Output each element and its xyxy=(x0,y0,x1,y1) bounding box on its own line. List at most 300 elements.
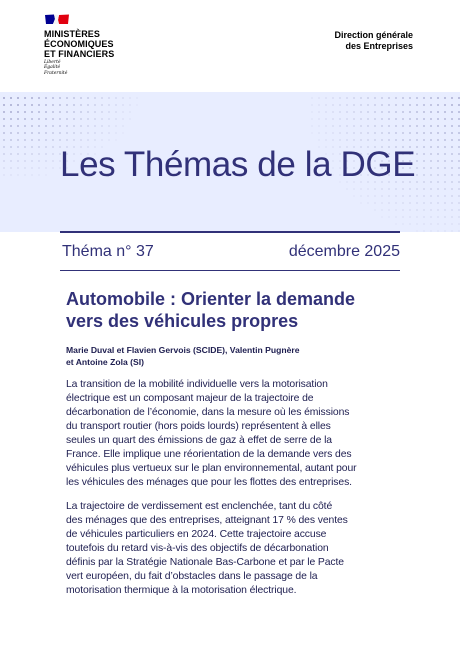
pattern-dot xyxy=(311,125,313,127)
pattern-dot xyxy=(423,139,425,141)
pattern-dot xyxy=(381,209,383,211)
pattern-dot xyxy=(444,223,446,225)
pattern-dot xyxy=(31,139,33,141)
pattern-dot xyxy=(360,118,362,120)
pattern-dot xyxy=(122,104,124,106)
pattern-dot xyxy=(31,167,33,169)
pattern-dot xyxy=(388,104,390,106)
pattern-dot xyxy=(136,97,138,99)
text-line: France. Elle implique une réorientation de la demande vers des xyxy=(66,449,352,460)
pattern-dot xyxy=(24,153,26,155)
pattern-dot xyxy=(381,202,383,204)
pattern-dot xyxy=(108,111,110,113)
pattern-dot xyxy=(38,132,40,134)
pattern-dot xyxy=(94,132,96,134)
pattern-dot xyxy=(360,132,362,134)
pattern-dot xyxy=(402,132,404,134)
pattern-dot xyxy=(444,188,446,190)
pattern-dot xyxy=(115,118,117,120)
text-line: définis par la Stratégie Nationale Bas-Carbone et par le Pacte xyxy=(66,557,344,568)
pattern-dot xyxy=(339,111,341,113)
pattern-dot xyxy=(395,139,397,141)
pattern-dot xyxy=(17,167,19,169)
pattern-dot xyxy=(423,181,425,183)
pattern-dot xyxy=(10,139,12,141)
pattern-dot xyxy=(38,146,40,148)
pattern-dot xyxy=(17,139,19,141)
pattern-dot xyxy=(80,97,82,99)
pattern-dot xyxy=(416,104,418,106)
pattern-dot xyxy=(444,111,446,113)
ministry-name xyxy=(44,29,114,59)
pattern-dot xyxy=(353,125,355,127)
pattern-dot xyxy=(353,111,355,113)
pattern-dot xyxy=(59,111,61,113)
pattern-dot xyxy=(311,104,313,106)
pattern-dot xyxy=(31,111,33,113)
pattern-dot xyxy=(360,125,362,127)
pattern-dot xyxy=(24,132,26,134)
pattern-dot xyxy=(325,97,327,99)
pattern-dot xyxy=(87,139,89,141)
pattern-dot xyxy=(360,202,362,204)
pattern-dot xyxy=(451,132,453,134)
pattern-dot xyxy=(10,97,12,99)
pattern-dot xyxy=(423,195,425,197)
pattern-dot xyxy=(381,97,383,99)
pattern-dot xyxy=(388,195,390,197)
pattern-dot xyxy=(59,118,61,120)
pattern-dot xyxy=(129,111,131,113)
pattern-dot xyxy=(395,111,397,113)
pattern-dot xyxy=(24,146,26,148)
pattern-dot xyxy=(10,174,12,176)
pattern-dot xyxy=(430,188,432,190)
pattern-dot xyxy=(395,223,397,225)
pattern-dot xyxy=(66,104,68,106)
pattern-dot xyxy=(122,125,124,127)
pattern-dot xyxy=(45,132,47,134)
pattern-dot xyxy=(73,111,75,113)
text-line: vert européen, du fait d’obstacles dans le passage de la xyxy=(66,571,318,582)
text-line: seules un quart des émissions de gaz à effet de serre de la xyxy=(66,435,332,446)
pattern-dot xyxy=(388,202,390,204)
pattern-dot xyxy=(45,139,47,141)
pattern-dot xyxy=(444,195,446,197)
pattern-dot xyxy=(451,139,453,141)
pattern-dot xyxy=(38,174,40,176)
text-line: décarbonation de l’économie, dans la mesure où les émissions xyxy=(66,407,350,418)
pattern-dot xyxy=(80,111,82,113)
pattern-dot xyxy=(388,97,390,99)
pattern-dot xyxy=(444,153,446,155)
pattern-dot xyxy=(402,139,404,141)
pattern-dot xyxy=(59,132,61,134)
pattern-dot xyxy=(3,174,5,176)
pattern-dot xyxy=(80,132,82,134)
ministry-line: ET FINANCIERS xyxy=(44,49,115,59)
pattern-dot xyxy=(437,174,439,176)
pattern-dot xyxy=(108,125,110,127)
pattern-dot xyxy=(423,174,425,176)
motto-line: Liberté xyxy=(44,60,61,65)
pattern-dot xyxy=(388,139,390,141)
pattern-dot xyxy=(52,146,54,148)
pattern-dot xyxy=(416,97,418,99)
pattern-dot xyxy=(339,97,341,99)
pattern-dot xyxy=(444,181,446,183)
pattern-dot xyxy=(73,125,75,127)
pattern-dot xyxy=(87,111,89,113)
pattern-dot xyxy=(437,195,439,197)
pattern-dot xyxy=(367,202,369,204)
pattern-dot xyxy=(108,97,110,99)
pattern-dot xyxy=(108,118,110,120)
pattern-dot xyxy=(24,97,26,99)
pattern-dot xyxy=(325,111,327,113)
pattern-dot xyxy=(3,111,5,113)
pattern-dot xyxy=(409,118,411,120)
pattern-dot xyxy=(108,132,110,134)
text-line: des ménages que des entreprises, atteignant 17 % des ventes xyxy=(66,515,348,526)
pattern-dot xyxy=(38,160,40,162)
pattern-dot xyxy=(451,153,453,155)
pattern-dot xyxy=(346,111,348,113)
pattern-dot xyxy=(374,111,376,113)
pattern-dot xyxy=(311,132,313,134)
pattern-dot xyxy=(122,97,124,99)
pattern-dot xyxy=(3,104,5,106)
pattern-dot xyxy=(409,195,411,197)
pattern-dot xyxy=(437,181,439,183)
pattern-dot xyxy=(339,132,341,134)
pattern-dot xyxy=(318,97,320,99)
pattern-dot xyxy=(66,125,68,127)
issue-number: Théma n° 37 xyxy=(62,243,154,260)
pattern-dot xyxy=(129,104,131,106)
pattern-dot xyxy=(318,125,320,127)
pattern-dot xyxy=(3,139,5,141)
pattern-dot xyxy=(402,195,404,197)
pattern-dot xyxy=(17,104,19,106)
pattern-dot xyxy=(416,125,418,127)
pattern-dot xyxy=(346,97,348,99)
pattern-dot xyxy=(10,167,12,169)
pattern-dot xyxy=(430,104,432,106)
pattern-dot xyxy=(451,174,453,176)
pattern-dot xyxy=(444,97,446,99)
pattern-dot xyxy=(381,125,383,127)
issue-date: décembre 2025 xyxy=(288,243,400,260)
pattern-dot xyxy=(430,160,432,162)
ministry-line: MINISTÈRES xyxy=(44,29,101,39)
pattern-dot xyxy=(94,97,96,99)
pattern-dot xyxy=(346,188,348,190)
pattern-dot xyxy=(381,132,383,134)
pattern-dot xyxy=(122,132,124,134)
pattern-dot xyxy=(423,223,425,225)
pattern-dot xyxy=(451,146,453,148)
pattern-dot xyxy=(451,181,453,183)
text-line: de véhicules particuliers en 2024. Cette trajectoire accuse xyxy=(66,529,327,540)
pattern-dot xyxy=(73,97,75,99)
pattern-dot xyxy=(10,132,12,134)
pattern-dot xyxy=(374,139,376,141)
pattern-dot xyxy=(101,104,103,106)
pattern-dot xyxy=(409,209,411,211)
pattern-dot xyxy=(430,111,432,113)
pattern-dot xyxy=(367,139,369,141)
pattern-dot xyxy=(3,167,5,169)
pattern-dot xyxy=(409,132,411,134)
pattern-dot xyxy=(437,97,439,99)
pattern-dot xyxy=(52,97,54,99)
pattern-dot xyxy=(3,132,5,134)
pattern-dot xyxy=(444,132,446,134)
authors-line: Marie Duval et Flavien Gervois (SCIDE), Valentin Pugnère xyxy=(66,345,300,355)
pattern-dot xyxy=(430,202,432,204)
pattern-dot xyxy=(437,209,439,211)
pattern-dot xyxy=(87,118,89,120)
pattern-dot xyxy=(451,111,453,113)
text-line: La transition de la mobilité individuelle vers la motorisation xyxy=(66,379,328,390)
pattern-dot xyxy=(402,223,404,225)
pattern-dot xyxy=(38,104,40,106)
pattern-dot xyxy=(346,125,348,127)
pattern-dot xyxy=(45,125,47,127)
pattern-dot xyxy=(430,146,432,148)
pattern-dot xyxy=(388,188,390,190)
pattern-dot xyxy=(318,111,320,113)
pattern-dot xyxy=(451,104,453,106)
pattern-dot xyxy=(31,125,33,127)
pattern-dot xyxy=(367,195,369,197)
pattern-dot xyxy=(395,216,397,218)
direction-name xyxy=(334,30,413,52)
pattern-dot xyxy=(24,118,26,120)
pattern-dot xyxy=(451,230,453,232)
pattern-dot xyxy=(52,153,54,155)
pattern-dot xyxy=(87,132,89,134)
pattern-dot xyxy=(437,111,439,113)
pattern-dot xyxy=(52,118,54,120)
pattern-dot xyxy=(94,139,96,141)
pattern-dot xyxy=(437,104,439,106)
pattern-dot xyxy=(423,209,425,211)
pattern-dot xyxy=(38,139,40,141)
pattern-dot xyxy=(52,160,54,162)
direction-line: Direction générale xyxy=(334,30,413,40)
pattern-dot xyxy=(444,209,446,211)
pattern-dot xyxy=(388,125,390,127)
pattern-dot xyxy=(416,118,418,120)
pattern-dot xyxy=(402,125,404,127)
pattern-dot xyxy=(59,104,61,106)
pattern-dot xyxy=(367,125,369,127)
pattern-dot xyxy=(430,195,432,197)
pattern-dot xyxy=(325,139,327,141)
pattern-dot xyxy=(101,118,103,120)
pattern-dot xyxy=(325,104,327,106)
ministry-line: ÉCONOMIQUES xyxy=(44,39,114,49)
pattern-dot xyxy=(416,111,418,113)
text-line: véhicules plus vertueux sur le plan environnemental, autant pour xyxy=(66,463,357,474)
pattern-dot xyxy=(423,160,425,162)
pattern-dot xyxy=(45,111,47,113)
pattern-dot xyxy=(360,104,362,106)
pattern-dot xyxy=(17,111,19,113)
pattern-dot xyxy=(416,216,418,218)
pattern-dot xyxy=(87,104,89,106)
pattern-dot xyxy=(346,118,348,120)
pattern-dot xyxy=(52,111,54,113)
pattern-dot xyxy=(332,132,334,134)
pattern-dot xyxy=(3,153,5,155)
pattern-dot xyxy=(451,216,453,218)
pattern-dot xyxy=(17,146,19,148)
pattern-dot xyxy=(136,104,138,106)
pattern-dot xyxy=(311,111,313,113)
pattern-dot xyxy=(332,118,334,120)
pattern-dot xyxy=(423,104,425,106)
pattern-dot xyxy=(423,153,425,155)
pattern-dot xyxy=(416,230,418,232)
pattern-dot xyxy=(73,139,75,141)
pattern-dot xyxy=(10,146,12,148)
pattern-dot xyxy=(24,111,26,113)
pattern-dot xyxy=(367,104,369,106)
pattern-dot xyxy=(115,132,117,134)
pattern-dot xyxy=(409,111,411,113)
pattern-dot xyxy=(24,174,26,176)
pattern-dot xyxy=(346,132,348,134)
pattern-dot xyxy=(430,153,432,155)
pattern-dot xyxy=(325,125,327,127)
pattern-dot xyxy=(94,118,96,120)
pattern-dot xyxy=(367,111,369,113)
pattern-dot xyxy=(381,118,383,120)
pattern-dot xyxy=(59,139,61,141)
pattern-dot xyxy=(402,209,404,211)
pattern-dot xyxy=(332,125,334,127)
pattern-dot xyxy=(24,160,26,162)
pattern-dot xyxy=(423,118,425,120)
pattern-dot xyxy=(17,160,19,162)
pattern-dot xyxy=(402,188,404,190)
pattern-dot xyxy=(38,153,40,155)
pattern-dot xyxy=(122,118,124,120)
pattern-dot xyxy=(374,195,376,197)
pattern-dot xyxy=(38,97,40,99)
pattern-dot xyxy=(430,139,432,141)
pattern-dot xyxy=(59,97,61,99)
pattern-dot xyxy=(31,97,33,99)
pattern-dot xyxy=(395,118,397,120)
pattern-dot xyxy=(45,118,47,120)
pattern-dot xyxy=(374,118,376,120)
pattern-dot xyxy=(31,160,33,162)
pattern-dot xyxy=(52,104,54,106)
pattern-dot xyxy=(409,125,411,127)
pattern-dot xyxy=(346,139,348,141)
pattern-dot xyxy=(409,216,411,218)
pattern-dot xyxy=(80,125,82,127)
pattern-dot xyxy=(24,139,26,141)
pattern-dot xyxy=(332,139,334,141)
pattern-dot xyxy=(318,139,320,141)
direction-line: des Entreprises xyxy=(345,41,413,51)
pattern-dot xyxy=(423,230,425,232)
pattern-dot xyxy=(402,97,404,99)
pattern-dot xyxy=(409,97,411,99)
pattern-dot xyxy=(451,209,453,211)
pattern-dot xyxy=(31,132,33,134)
pattern-dot xyxy=(451,195,453,197)
pattern-dot xyxy=(430,132,432,134)
pattern-dot xyxy=(45,97,47,99)
pattern-dot xyxy=(17,174,19,176)
pattern-dot xyxy=(381,188,383,190)
pattern-dot xyxy=(381,139,383,141)
pattern-dot xyxy=(416,132,418,134)
pattern-dot xyxy=(367,97,369,99)
motto-line: Fraternité xyxy=(44,70,68,76)
pattern-dot xyxy=(416,223,418,225)
pattern-dot xyxy=(367,188,369,190)
pattern-dot xyxy=(451,125,453,127)
pattern-dot xyxy=(115,111,117,113)
motto-line: Égalité xyxy=(44,65,61,71)
pattern-dot xyxy=(395,132,397,134)
pattern-dot xyxy=(423,111,425,113)
article-authors xyxy=(66,344,406,368)
pattern-dot xyxy=(437,216,439,218)
pattern-dot xyxy=(416,195,418,197)
pattern-dot xyxy=(353,188,355,190)
pattern-dot xyxy=(437,223,439,225)
pattern-dot xyxy=(367,118,369,120)
pattern-dot xyxy=(10,111,12,113)
pattern-dot xyxy=(402,118,404,120)
pattern-dot xyxy=(80,104,82,106)
pattern-dot xyxy=(101,125,103,127)
pattern-dot xyxy=(24,125,26,127)
pattern-dot xyxy=(80,139,82,141)
pattern-dot xyxy=(52,125,54,127)
pattern-dot xyxy=(31,118,33,120)
pattern-dot xyxy=(423,202,425,204)
pattern-dot xyxy=(374,132,376,134)
pattern-dot xyxy=(52,167,54,169)
pattern-dot xyxy=(353,139,355,141)
pattern-dot xyxy=(360,188,362,190)
pattern-dot xyxy=(38,167,40,169)
pattern-dot xyxy=(52,132,54,134)
pattern-dot xyxy=(437,153,439,155)
pattern-dot xyxy=(388,111,390,113)
pattern-dot xyxy=(115,125,117,127)
divider-bottom xyxy=(60,270,400,271)
pattern-dot xyxy=(346,104,348,106)
pattern-dot xyxy=(339,125,341,127)
pattern-dot xyxy=(3,97,5,99)
pattern-dot xyxy=(108,104,110,106)
pattern-dot xyxy=(423,97,425,99)
pattern-dot xyxy=(360,139,362,141)
pattern-dot xyxy=(409,139,411,141)
pattern-dot xyxy=(444,174,446,176)
marianne-flag-logo xyxy=(44,13,70,26)
